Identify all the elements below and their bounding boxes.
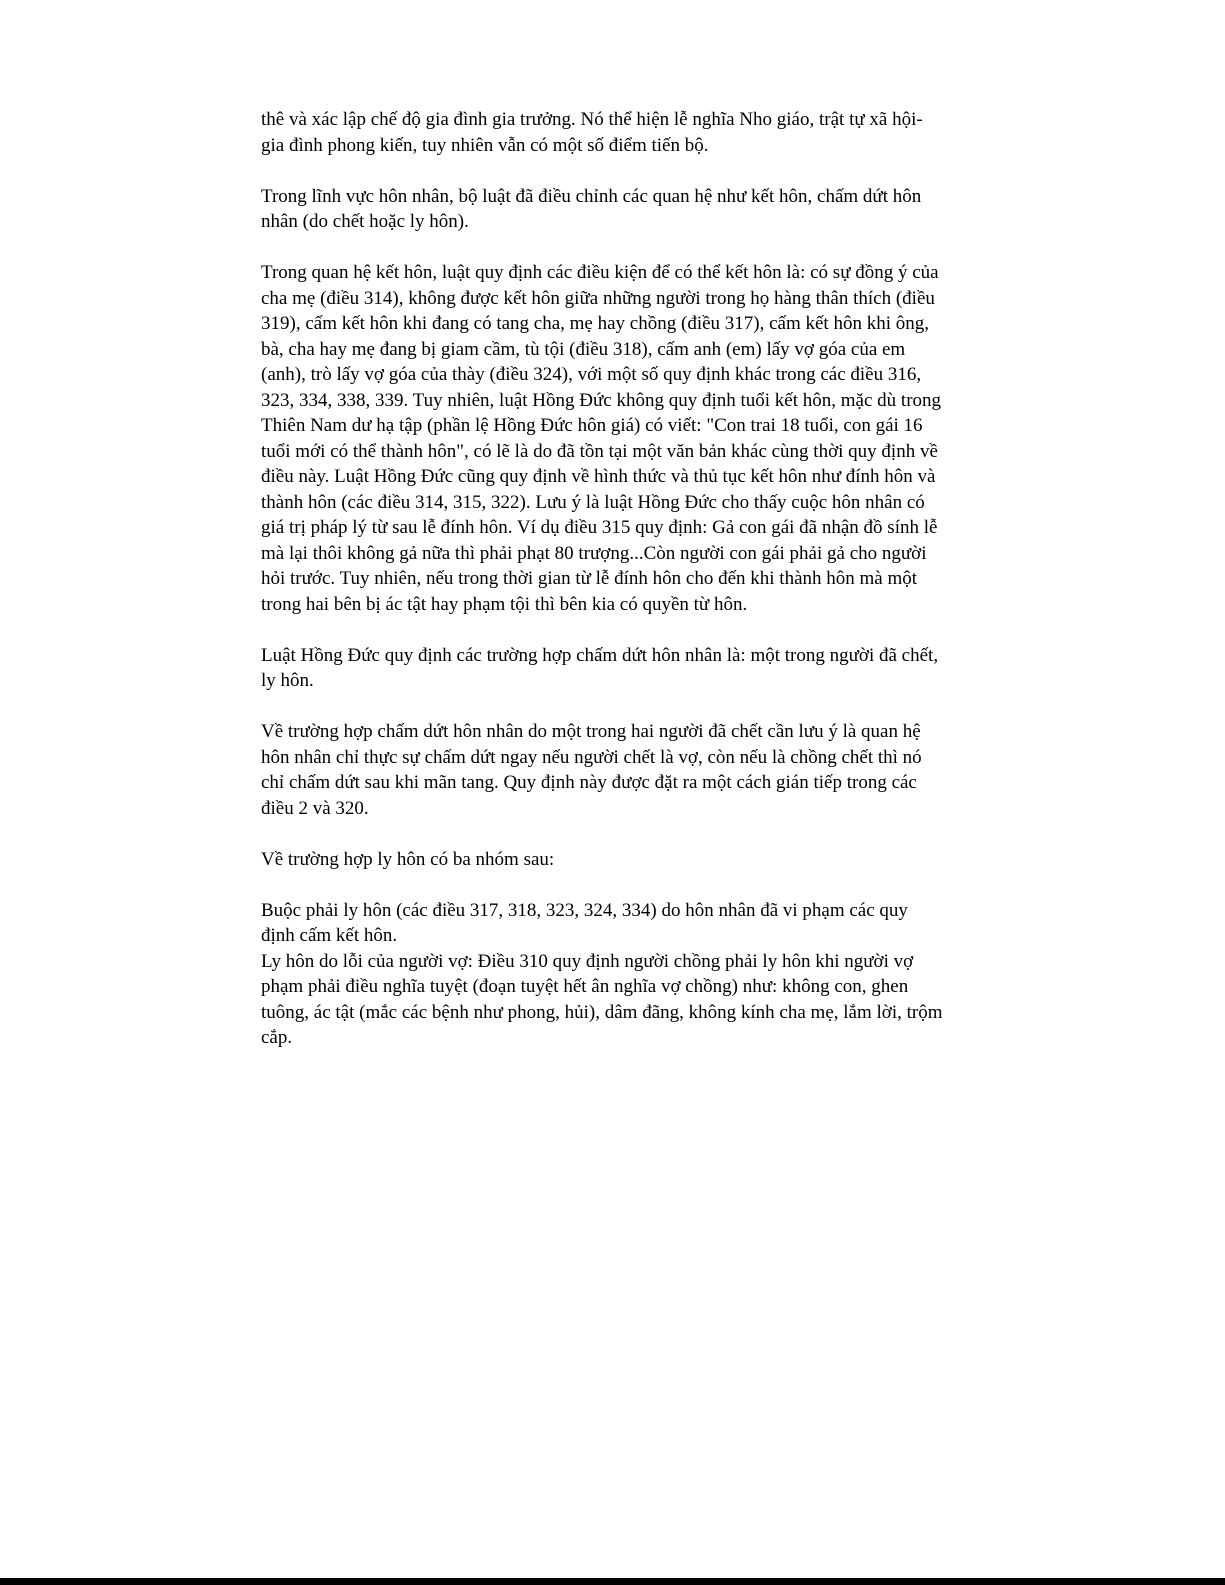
text-line: hôn nhân chỉ thực sự chấm dứt ngay nếu người chết là vợ, còn nếu là chồng chết thì nó [261, 746, 922, 768]
text-line: định cấm kết hôn. [261, 925, 398, 946]
paragraph-fault-divorce [261, 949, 963, 1051]
text-line: Thiên Nam dư hạ tập (phần lệ Hồng Đức hôn giá) có viết: "Con trai 18 tuổi, con gái 16 [261, 415, 923, 436]
text-line: trong hai bên bị ác tật hay phạm tội thì bên kia có quyền từ hôn. [261, 593, 748, 615]
text-line: tuổi mới có thể thành hôn", có lẽ là do đã tồn tại một văn bản khác cùng thời quy định về [261, 440, 938, 462]
text-line: gia đình phong kiến, tuy nhiên vẫn có một số điểm tiến bộ. [261, 134, 709, 156]
paragraph-divorce-groups [261, 847, 963, 873]
text-line: điều này. Luật Hồng Đức cũng quy định về hình thức và thủ tục kết hôn như đính hôn và [261, 466, 936, 487]
text-line: Luật Hồng Đức quy định các trường hợp chấm dứt hôn nhân là: một trong người đã chết, [261, 644, 939, 666]
paragraph-marriage-conditions [261, 260, 963, 617]
text-line: Buộc phải ly hôn (các điều 317, 318, 323, 324, 334) do hôn nhân đã vi phạm các quy [261, 899, 908, 921]
text-line: cắp. [261, 1027, 293, 1048]
text-line: bà, cha hay mẹ đang bị giam cầm, tù tội (điều 318), cấm anh (em) lấy vợ góa của em [261, 338, 906, 360]
text-line: Trong quan hệ kết hôn, luật quy định các điều kiện để có thể kết hôn là: có sự đồng ý của [261, 262, 939, 283]
text-line: thành hôn (các điều 314, 315, 322). Lưu ý là luật Hồng Đức cho thấy cuộc hôn nhân có [261, 491, 925, 513]
text-line: Về trường hợp chấm dứt hôn nhân do một trong hai người đã chết cần lưu ý là quan hệ [261, 721, 921, 742]
paragraph-forced-divorce [261, 898, 963, 949]
text-line: hỏi trước. Tuy nhiên, nếu trong thời gian từ lễ đính hôn cho đến khi thành hôn mà một [261, 568, 918, 589]
text-line: (anh), trò lấy vợ góa của thày (điều 324), với một số quy định khác trong các điều 316, [261, 364, 922, 385]
paragraph-intro [261, 107, 963, 158]
text-line: giá trị pháp lý từ sau lễ đính hôn. Ví dụ điều 315 quy định: Gả con gái đã nhận đồ sính lễ [261, 517, 938, 538]
text-line: 323, 334, 338, 339. Tuy nhiên, luật Hồng Đức không quy định tuổi kết hôn, mặc dù trong [261, 389, 942, 411]
page-bottom-border [0, 1578, 1225, 1585]
text-line: cha mẹ (điều 314), không được kết hôn giữa những người trong họ hàng thân thích (điều [261, 287, 935, 309]
text-line: Trong lĩnh vực hôn nhân, bộ luật đã điều chỉnh các quan hệ như kết hôn, chấm dứt hôn [261, 185, 922, 207]
text-line: nhân (do chết hoặc ly hôn). [261, 211, 469, 232]
text-line: Về trường hợp ly hôn có ba nhóm sau: [261, 848, 555, 870]
document-body [261, 107, 963, 1051]
text-line: mà lại thôi không gả nữa thì phải phạt 80 trượng...Còn người con gái phải gả cho người [261, 542, 927, 564]
text-line: thê và xác lập chế độ gia đình gia trưởng. Nó thể hiện lễ nghĩa Nho giáo, trật tự xã hội- [261, 109, 923, 130]
text-line: chỉ chấm dứt sau khi mãn tang. Quy định này được đặt ra một cách gián tiếp trong các [261, 772, 917, 793]
text-line: phạm phải điều nghĩa tuyệt (đoạn tuyệt hết ân nghĩa vợ chồng) như: không con, ghen [261, 976, 909, 997]
paragraph-termination-cases [261, 643, 963, 694]
text-line: Ly hôn do lỗi của người vợ: Điều 310 quy định người chồng phải ly hôn khi người vợ [261, 950, 914, 972]
paragraph-marriage-scope [261, 184, 963, 235]
text-line: ly hôn. [261, 670, 314, 691]
text-line: tuông, ác tật (mắc các bệnh như phong, hủi), dâm đãng, không kính cha mẹ, lắm lời, trộm [261, 1001, 943, 1023]
text-line: 319), cấm kết hôn khi đang có tang cha, mẹ hay chồng (điều 317), cấm kết hôn khi ông, [261, 313, 929, 334]
paragraph-termination-death [261, 719, 963, 821]
text-line: điều 2 và 320. [261, 797, 369, 819]
